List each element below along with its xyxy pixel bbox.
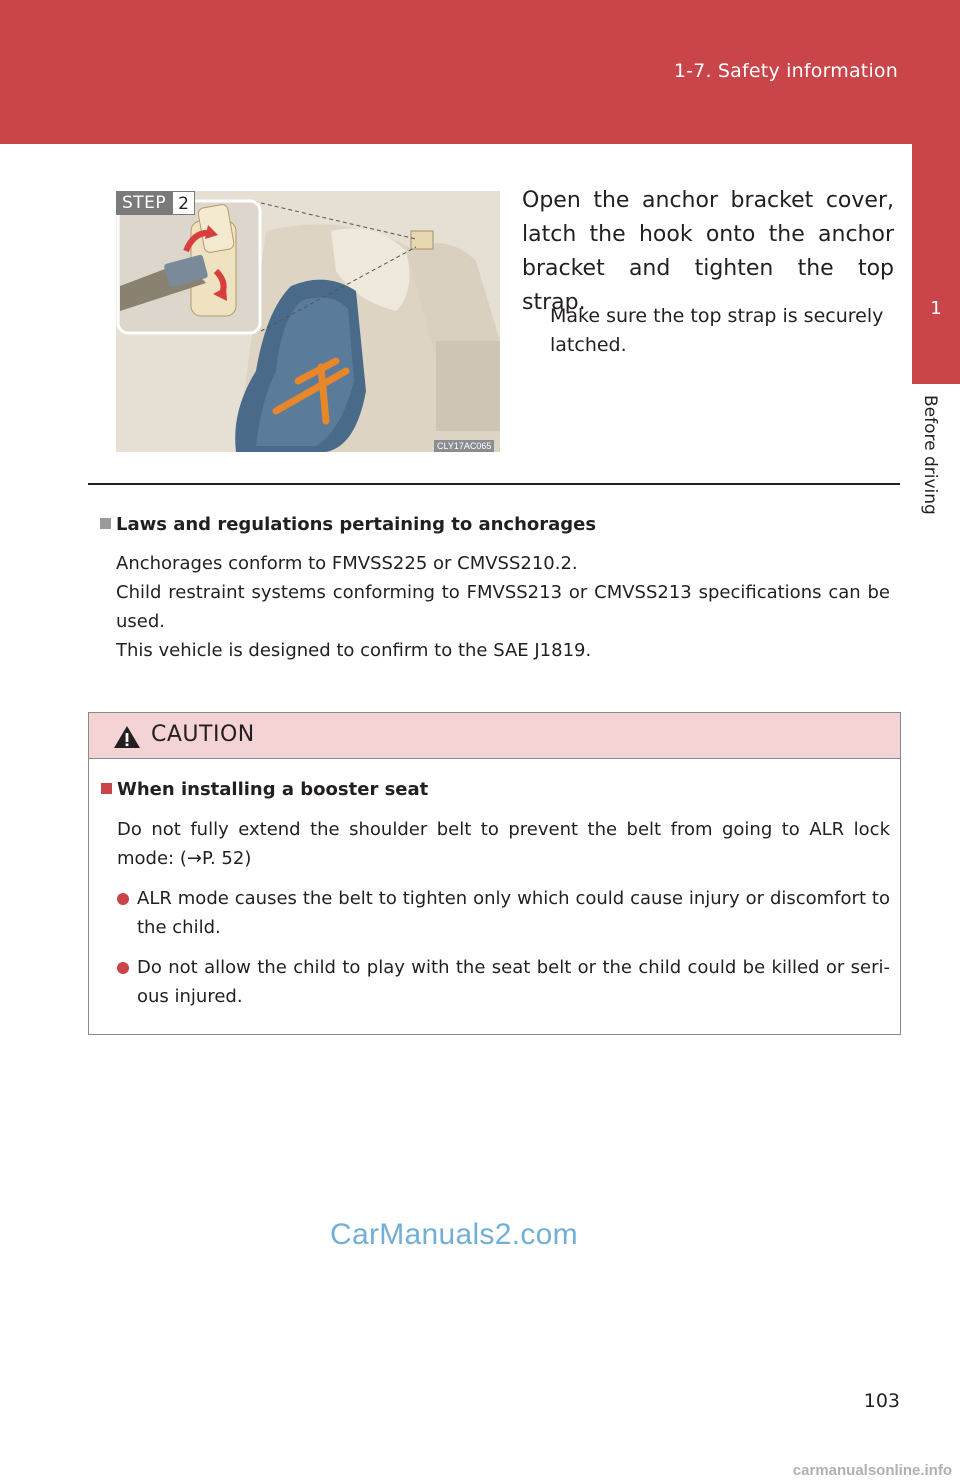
laws-body (116, 549, 890, 665)
laws-title: Laws and regulations pertaining to anchorages (116, 514, 597, 535)
laws-line: This vehicle is designed to confirm to the SAE J1819. (116, 640, 592, 661)
warning-triangle-icon (113, 725, 141, 749)
chapter-label-text: Before driving (920, 395, 940, 515)
square-bullet-icon (101, 783, 112, 794)
laws-heading (100, 514, 596, 535)
child-seat-illustration (116, 191, 500, 452)
caution-box (88, 712, 901, 1035)
bullet-dot-icon (117, 893, 129, 905)
caution-bullet (117, 953, 890, 1011)
step-badge (116, 191, 195, 215)
laws-line: Anchorages conform to FMVSS225 or CMVSS210.2. (116, 553, 578, 574)
laws-line: Child restraint systems conforming to FMVSS213 or CMVSS213 specifications can be used. (116, 582, 890, 632)
step-number: 2 (172, 191, 195, 215)
section-divider (88, 483, 900, 485)
chapter-tab (912, 144, 960, 384)
caution-bullet-text: Do not allow the child to play with the seat belt or the child could be killed or seri-ous injured. (137, 957, 890, 1007)
page-number: 103 (863, 1390, 900, 1412)
watermark: CarManuals2.com (330, 1218, 578, 1251)
step-word: STEP (116, 191, 172, 215)
caution-subtitle: When installing a booster seat (117, 779, 429, 800)
square-bullet-icon (100, 518, 111, 529)
anchor-bracket-illustration (116, 191, 500, 452)
chapter-label (915, 395, 945, 535)
caution-bullet (117, 884, 890, 942)
section-title: 1-7. Safety information (673, 60, 898, 82)
caution-title: CAUTION (151, 722, 255, 747)
page-header (0, 0, 960, 144)
image-code: CLY17AC065 (434, 440, 494, 452)
step-instruction: Open the anchor bracket cover, latch the hook onto the anchor bracket and tighten the top strap. (522, 188, 894, 315)
chapter-number: 1 (930, 298, 942, 319)
step-note: Make sure the top strap is securely latched. (550, 305, 884, 356)
caution-text: Do not fully extend the shoulder belt to prevent the belt from going to ALR lock mode: (→P. 52) (117, 819, 890, 869)
caution-bullet-text: ALR mode causes the belt to tighten only which could cause injury or discomfort to the child. (137, 888, 890, 938)
footer-site: carmanualsonline.info (792, 1462, 952, 1479)
caution-subheading (101, 779, 428, 800)
caution-header (89, 713, 900, 759)
bullet-dot-icon (117, 962, 129, 974)
